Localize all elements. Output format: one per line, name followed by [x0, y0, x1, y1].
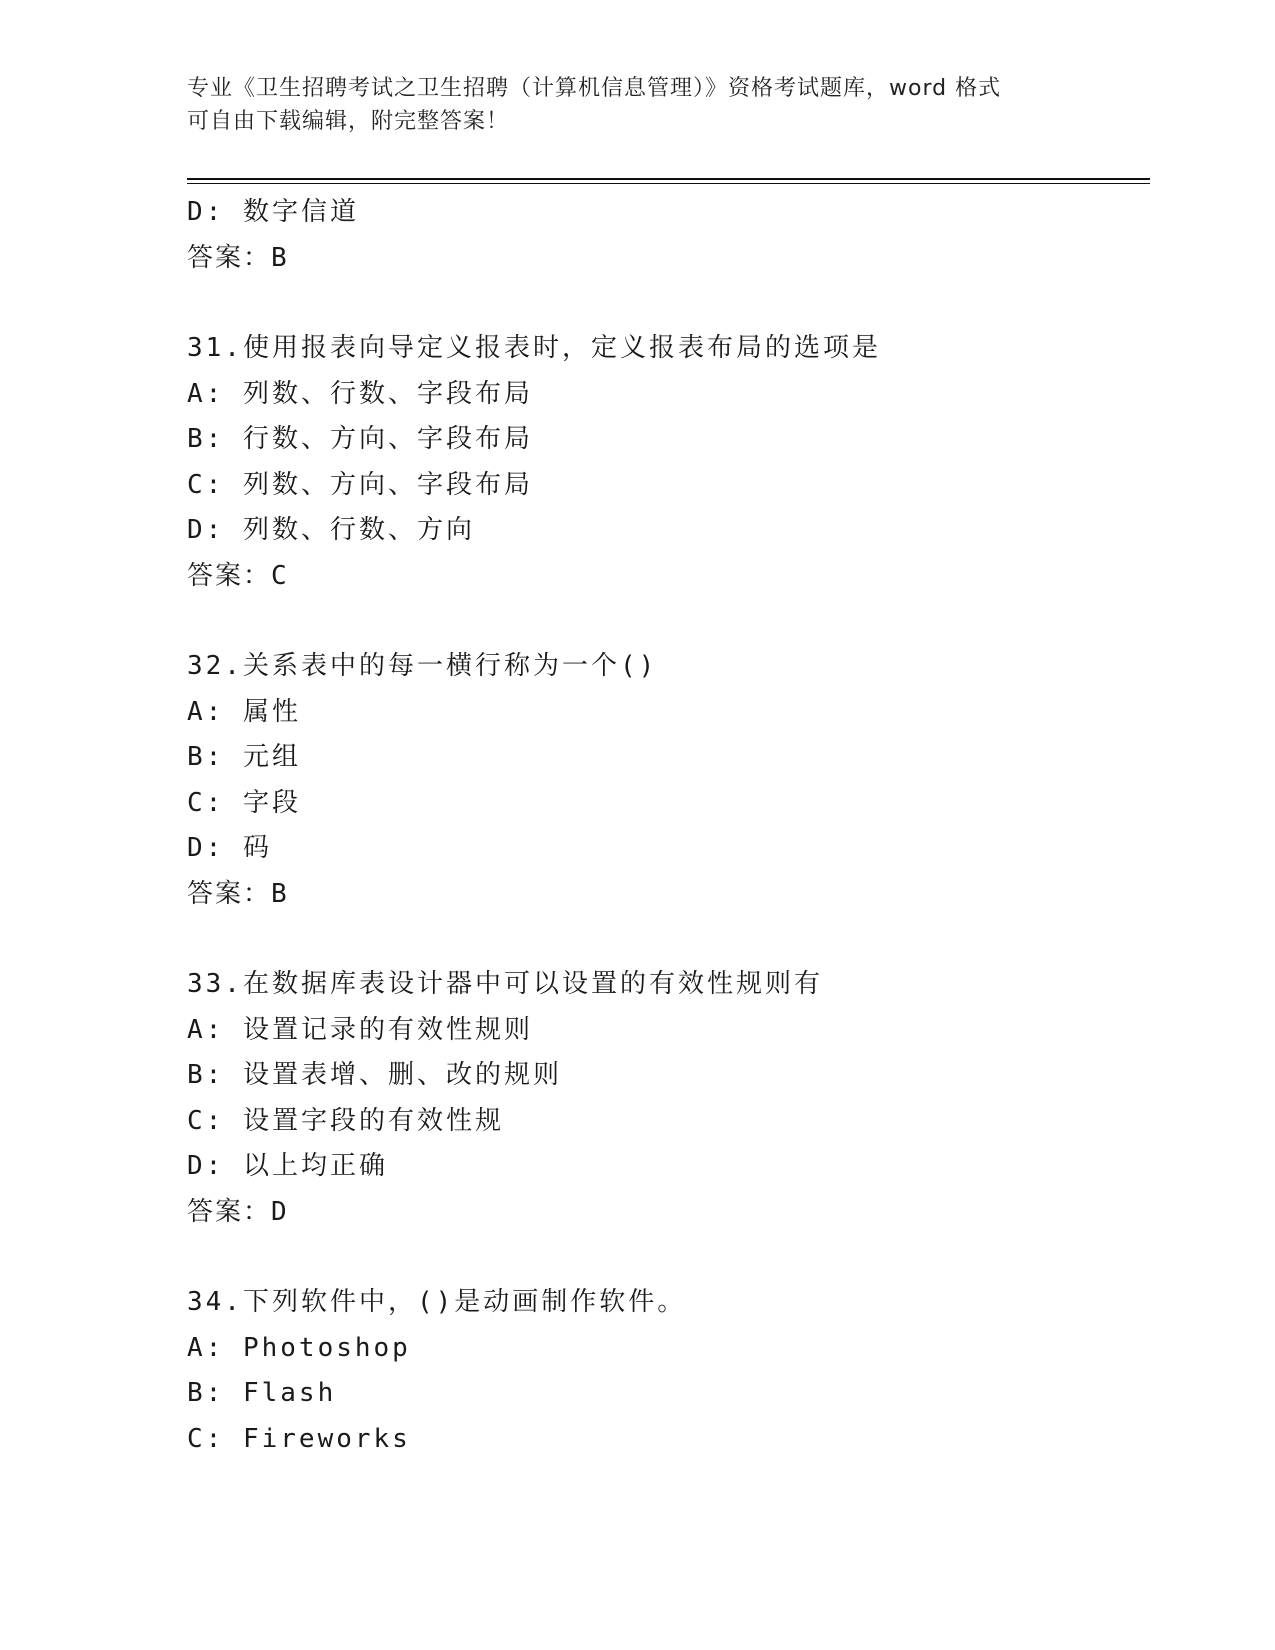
question-33: [187, 962, 1147, 1235]
option-a: A: Photoshop: [187, 1332, 411, 1363]
question-32: [187, 644, 1147, 917]
header-rule-thick: [187, 178, 1150, 180]
option-b: B: 元组: [187, 742, 301, 772]
option-d: D: 数字信道: [187, 197, 359, 227]
document-header: [187, 72, 1087, 138]
option-c: C: 列数、方向、字段布局: [187, 469, 533, 500]
option-a: A: 列数、行数、字段布局: [187, 378, 533, 409]
option-b: B: 行数、方向、字段布局: [187, 424, 533, 454]
option-c: C: Fireworks: [187, 1423, 411, 1454]
question-31: [187, 326, 1147, 599]
header-line-2: 可自由下载编辑，附完整答案！: [187, 109, 510, 134]
question-text: 33.在数据库表设计器中可以设置的有效性规则有: [187, 969, 823, 999]
answer-line: 答案：D: [187, 1196, 289, 1227]
option-b: B: 设置表增、删、改的规则: [187, 1060, 562, 1090]
option-d: D: 码: [187, 833, 272, 863]
question-34: [187, 1280, 1147, 1462]
question-text: 31.使用报表向导定义报表时，定义报表布局的选项是: [187, 333, 881, 363]
header-line-1: 专业《卫生招聘考试之卫生招聘（计算机信息管理）》资格考试题库，word 格式: [187, 76, 1002, 101]
option-a: A: 设置记录的有效性规则: [187, 1014, 533, 1045]
option-d: D: 列数、行数、方向: [187, 515, 475, 545]
header-rule-thin: [187, 183, 1150, 184]
question-text: 32.关系表中的每一横行称为一个(): [187, 651, 658, 681]
option-b: B: Flash: [187, 1378, 337, 1408]
question-text: 34.下列软件中，()是动画制作软件。: [187, 1287, 687, 1317]
answer-line: 答案：B: [187, 878, 289, 909]
option-a: A: 属性: [187, 696, 301, 727]
option-c: C: 设置字段的有效性规: [187, 1105, 504, 1136]
question-fragment: [187, 190, 1147, 281]
option-d: D: 以上均正确: [187, 1151, 388, 1181]
option-c: C: 字段: [187, 787, 301, 818]
answer-line: 答案：B: [187, 242, 289, 273]
answer-line: 答案：C: [187, 560, 289, 591]
question-list: [187, 190, 1147, 1462]
